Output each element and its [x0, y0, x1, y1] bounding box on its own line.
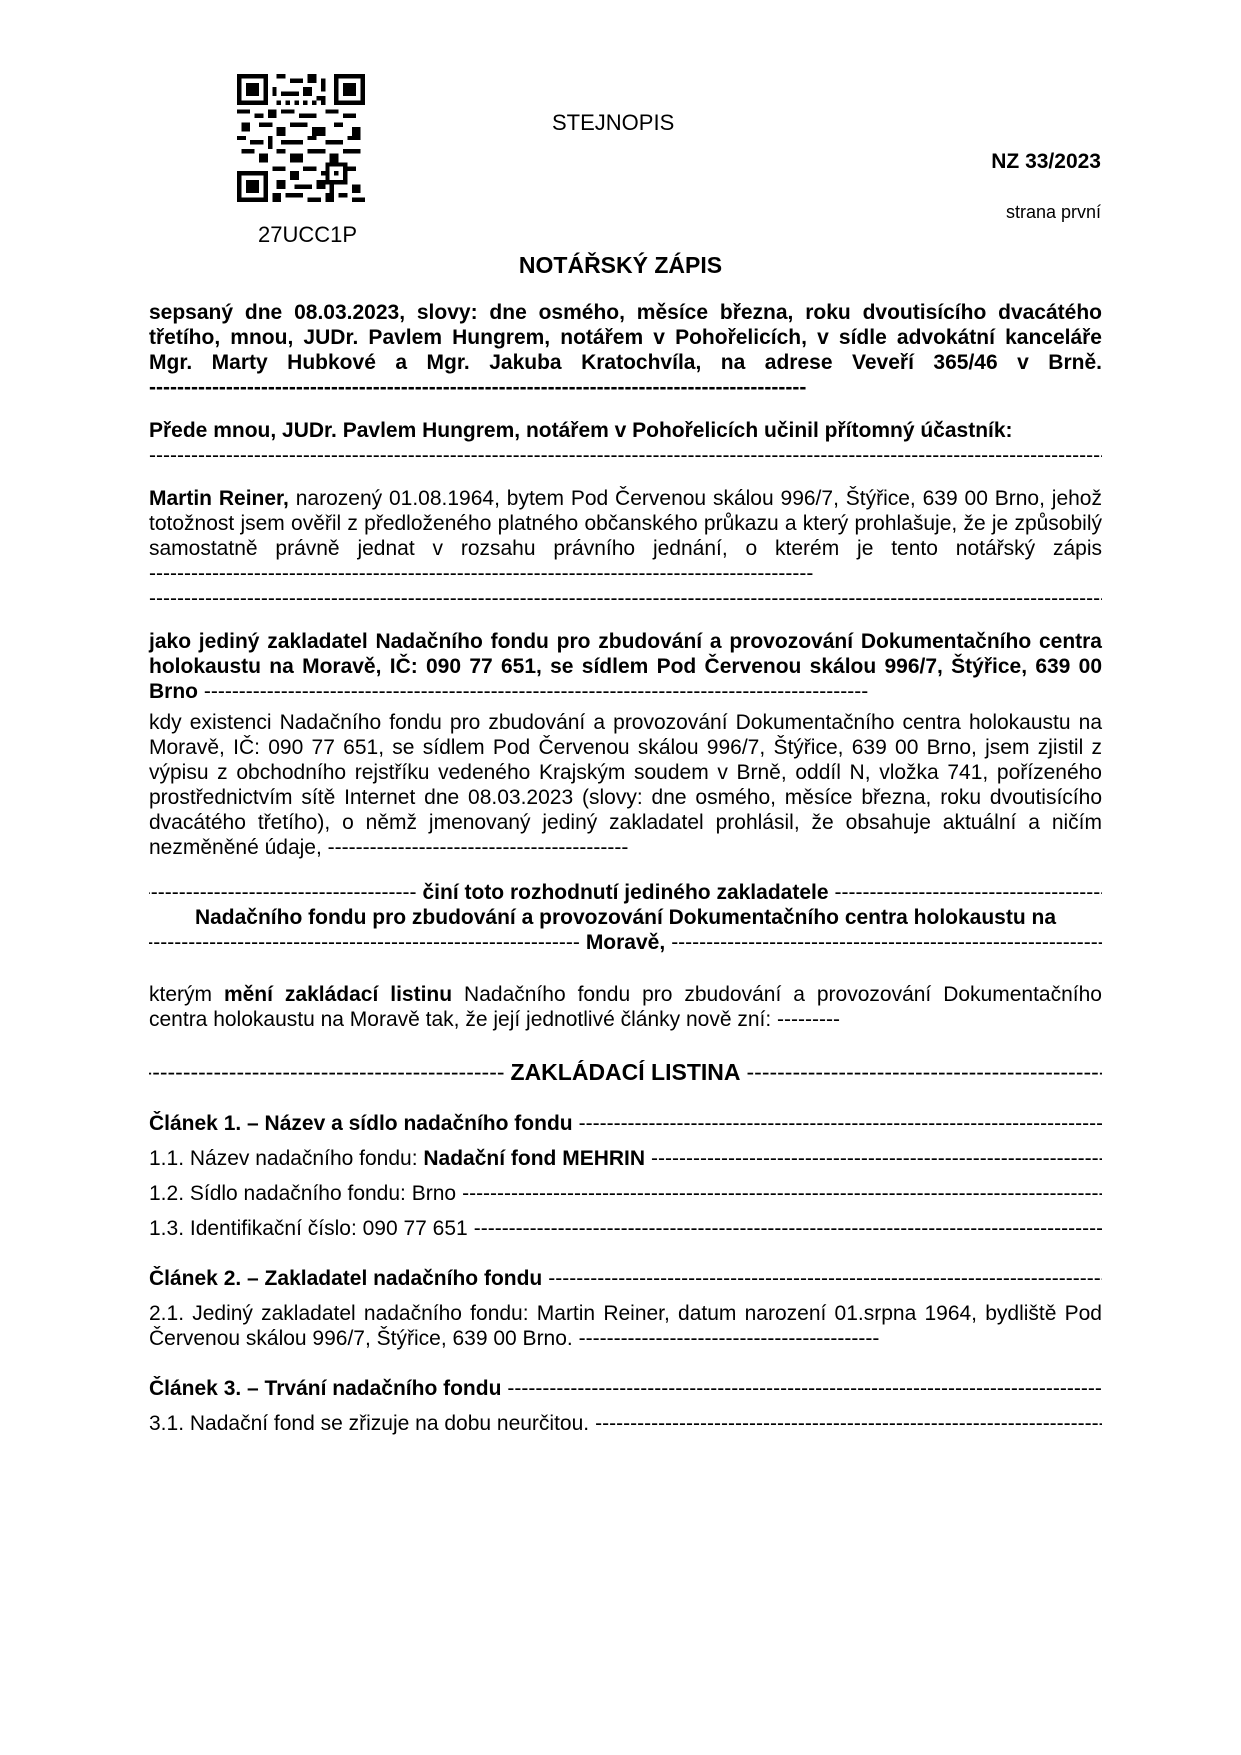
- dash-filler: [474, 1216, 1102, 1241]
- document-title: NOTÁŘSKÝ ZÁPIS: [518, 252, 723, 278]
- dash-filler: [595, 1411, 1102, 1436]
- dash-filler: -----------------------------------------------------------------------------------------------: [203, 680, 869, 703]
- dash-filler: [835, 880, 1102, 905]
- participant-paragraph: [149, 486, 1102, 586]
- change-pre: kterým: [149, 983, 212, 1006]
- article-2-title: [149, 1266, 1102, 1291]
- appearance-paragraph: Přede mnou, JUDr. Pavlem Hungrem, notářem v Pohořelicích učinil přítomný účastník:: [149, 419, 1013, 442]
- change-paragraph: [149, 982, 1102, 1032]
- dash-line: [149, 586, 1102, 611]
- dash-filler: -----------------------------------------------------------------------------------------------: [149, 562, 814, 585]
- page-label: strana první: [1005, 202, 1101, 222]
- dash-filler: [579, 1111, 1102, 1136]
- founder-text: jako jediný zakladatel Nadačního fondu pro zbudování a provozování Dokumentačního centra holokaustu na Moravě, IČ: 090 77 651, se sídlem Pod Červenou skálou 996/7, Štýřice, 639 00 Brno: [149, 630, 1102, 703]
- decision-line-3: [149, 930, 1102, 955]
- qr-code-text: 27UCC1P: [258, 222, 358, 247]
- document-body: [149, 300, 1102, 1436]
- dash-filler: -------------------------------------------: [327, 836, 629, 859]
- stejnopis-label: STEJNOPIS: [552, 110, 675, 135]
- charter-title-line: [149, 1060, 1102, 1085]
- nz-number: NZ 33/2023: [991, 150, 1101, 173]
- charter-title: ZAKLÁDACÍ LISTINA: [510, 1060, 741, 1085]
- decision-text: činí toto rozhodnutí jediného zakladatele: [422, 881, 829, 904]
- article-2-1-text: 2.1. Jediný zakladatel nadačního fondu: Martin Reiner, datum narození 01.srpna 1964, bydliště Pod Červenou skálou 996/7, Štýřice, 639 00 Brno.: [149, 1302, 1102, 1350]
- dash-filler: ---------: [777, 1008, 840, 1031]
- article-2-1: [149, 1301, 1102, 1351]
- article-3-title-text: Článek 3. – Trvání nadačního fondu: [149, 1377, 502, 1400]
- change-bold: mění zakládací listinu: [223, 983, 453, 1006]
- dash-line: [149, 443, 1102, 468]
- article-2-title-text: Článek 2. – Zakladatel nadačního fondu: [149, 1267, 543, 1290]
- dash-filler: [651, 1146, 1102, 1171]
- dash-filler: -------------------------------------------: [578, 1327, 880, 1350]
- participant-text: narozený 01.08.1964, bytem Pod Červenou skálou 996/7, Štýřice, 639 00 Brno, jehož totožnost jsem ověřil z předloženého platného občanského průkazu a který prohlašuje, že je způsobilý samostatně právně jednat v rozsahu právního jednání, o kterém je tento notářský zápis: [149, 487, 1102, 560]
- article-1-3: [149, 1216, 1102, 1241]
- article-3-1-text: 3.1. Nadační fond se zřizuje na dobu neurčitou.: [149, 1412, 590, 1435]
- dash-filler: [462, 1181, 1102, 1206]
- article-1-3-text: 1.3. Identifikační číslo: 090 77 651: [149, 1217, 468, 1240]
- intro-text: sepsaný dne 08.03.2023, slovy: dne osmého, měsíce března, roku dvoutisícího dvacátého třetího, mnou, JUDr. Pavlem Hungrem, notářem v Pohořelicích, v sídle advokátní kanceláře Mgr. Marty Hubkové a Mgr. Jakuba Kratochvíla, na adrese Veveří 365/46 v Brně.: [149, 301, 1102, 374]
- participant-name: Martin Reiner,: [149, 487, 289, 510]
- founder-paragraph: [149, 629, 1102, 704]
- decision-line-1: [149, 880, 1102, 905]
- dash-filler: [671, 930, 1102, 955]
- decision-text: Moravě,: [585, 931, 666, 954]
- existence-paragraph: [149, 710, 1102, 860]
- article-1-1-label: 1.1. Název nadačního fondu:: [149, 1147, 418, 1170]
- article-1-title: [149, 1111, 1102, 1136]
- fund-name: Nadační fond MEHRIN: [423, 1147, 646, 1170]
- dash-filler: [548, 1266, 1102, 1291]
- dash-filler: [149, 930, 580, 955]
- article-1-2-text: 1.2. Sídlo nadačního fondu: Brno: [149, 1182, 457, 1205]
- article-3-title: [149, 1376, 1102, 1401]
- qr-code-image: [237, 74, 365, 202]
- existence-text: kdy existenci Nadačního fondu pro zbudování a provozování Dokumentačního centra holokaustu na Moravě, IČ: 090 77 651, se sídlem Pod Červenou skálou 996/7, Štýřice, 639 00 Brno, jsem zjistil z výpisu z obchodního rejstříku vedeného Krajským soudem v Brně, oddíl N, vložka 741, pořízeného prostřednictvím sítě Internet dne 08.03.2023 (slovy: dne osmého, měsíce března, roku dvoutisícího dvacátého třetího), o němž jmenovaný jediný zakladatel prohlásil, že obsahuje aktuální a ničím nezměněné údaje,: [149, 711, 1102, 859]
- change-post: Nadačního fondu pro zbudování a provozování Dokumentačního centra holokaustu na Moravě tak, že její jednotlivé články nově zní:: [149, 983, 1102, 1031]
- dash-filler: [747, 1060, 1103, 1085]
- article-1-2: [149, 1181, 1102, 1206]
- decision-line-2: Nadačního fondu pro zbudování a provozování Dokumentačního centra holokaustu na: [194, 906, 1057, 929]
- article-3-1: [149, 1411, 1102, 1436]
- article-1-1: [149, 1146, 1102, 1171]
- dash-filler: [507, 1376, 1102, 1401]
- dash-filler: [149, 1060, 505, 1085]
- article-1-1-text: [149, 1146, 645, 1171]
- dash-filler: [149, 880, 416, 905]
- dash-filler: ----------------------------------------------------------------------------------------------: [149, 376, 807, 399]
- intro-paragraph: [149, 300, 1102, 400]
- article-1-title-text: Článek 1. – Název a sídlo nadačního fondu: [149, 1112, 573, 1135]
